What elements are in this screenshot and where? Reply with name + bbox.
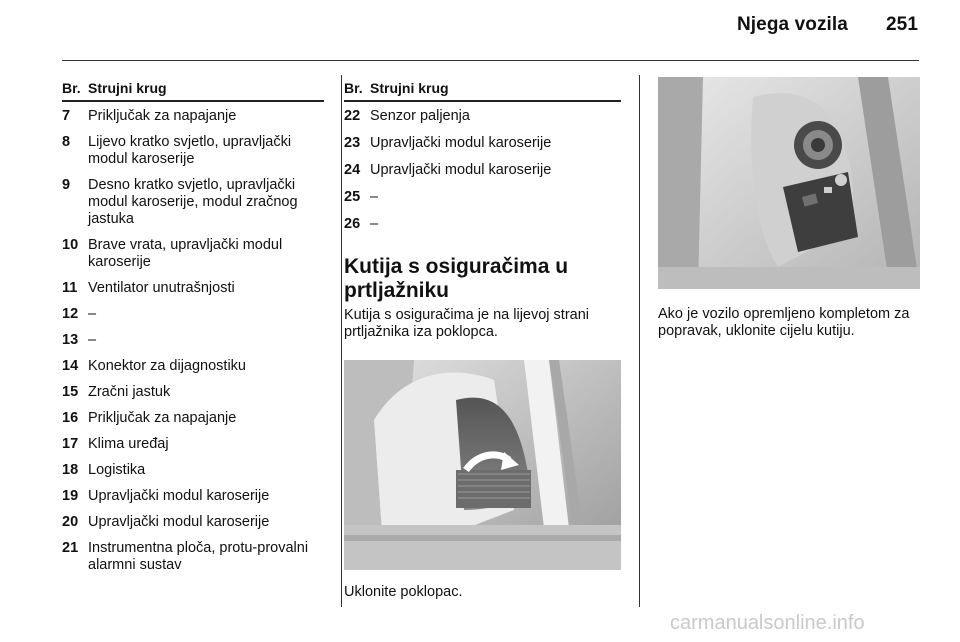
table-row (344, 108, 621, 125)
fuse-number: 21 (62, 540, 79, 556)
circuit-description: Upravljački modul karoserije (370, 162, 552, 178)
circuit-description: Logistika (88, 462, 146, 478)
watermark-text: carmanualsonline.info (670, 612, 865, 634)
circuit-description: Upravljački modul karoserije (370, 135, 552, 151)
circuit-description: Ventilator unutrašnjosti (88, 280, 235, 296)
table-row (62, 436, 324, 453)
fuse-number: 16 (62, 410, 79, 426)
fuse-table-left (62, 80, 324, 574)
fuse-table-right (344, 80, 621, 341)
circuit-description: Zračni jastuk (88, 384, 171, 400)
fuse-number: 15 (62, 384, 79, 400)
table-row (62, 514, 324, 531)
circuit-description: – (88, 332, 97, 348)
table-row (62, 108, 324, 125)
page-number: 251 (885, 14, 918, 35)
table-body (344, 108, 621, 233)
table-row (62, 488, 324, 505)
table-row (62, 332, 324, 349)
table-row (62, 280, 324, 297)
circuit-description: Konektor za dijagnostiku (88, 358, 246, 374)
fuse-number: 11 (62, 280, 78, 296)
fuse-number: 9 (62, 177, 71, 193)
page-header (737, 14, 918, 36)
fuse-number: 20 (62, 514, 79, 530)
trunk-panel-drawing (344, 360, 621, 570)
fuse-number: 25 (344, 189, 361, 205)
table-header (62, 80, 324, 102)
fuse-number: 17 (62, 436, 79, 452)
table-row (344, 216, 621, 233)
fuse-number: 8 (62, 134, 71, 150)
page-title: Njega vozila (736, 14, 848, 35)
table-row (62, 237, 324, 271)
table-body (62, 108, 324, 574)
table-row (344, 189, 621, 206)
table-row (344, 162, 621, 179)
fuse-number: 12 (62, 306, 79, 322)
fuse-number: 24 (344, 162, 361, 178)
fuse-number: 19 (62, 488, 79, 504)
trunk-panel-illustration (344, 360, 621, 570)
column-divider (341, 75, 342, 607)
illustration-caption: Uklonite poklopac. (344, 584, 463, 600)
table-row (62, 358, 324, 375)
table-row (62, 177, 324, 228)
column-divider (639, 75, 640, 607)
circuit-description: Senzor paljenja (370, 108, 470, 124)
circuit-description: – (88, 306, 97, 322)
fuse-number: 10 (62, 237, 79, 253)
table-row (62, 306, 324, 323)
fuse-box-illustration (658, 77, 920, 289)
circuit-description: Brave vrata, upravljački modul karoserije (88, 237, 283, 270)
fuse-number: 22 (344, 108, 361, 124)
fuse-number: 23 (344, 135, 361, 151)
section-note: Ako je vozilo opremljeno kompletom za popravak, uklonite cijelu kutiju. (658, 306, 910, 339)
section-heading: Kutija s osiguračima u prtljažniku (344, 255, 569, 302)
fuse-box-drawing (658, 77, 920, 289)
circuit-description: Klima uređaj (88, 436, 169, 452)
column-header-no: Br. (344, 80, 363, 96)
table-row (62, 384, 324, 401)
circuit-description: – (370, 189, 379, 205)
table-row (62, 134, 324, 168)
circuit-description: Desno kratko svjetlo, upravljački modul karoserije, modul zračnog jastuka (88, 177, 298, 227)
fuse-number: 18 (62, 462, 79, 478)
circuit-description: Instrumentna ploča, protu-provalni alarmni sustav (88, 540, 309, 573)
table-row (344, 135, 621, 152)
circuit-description: Priključak za napajanje (88, 108, 237, 124)
fuse-number: 7 (62, 108, 71, 124)
column-header-circuit: Strujni krug (88, 80, 167, 96)
section-paragraph: Kutija s osiguračima je na lijevoj strani prtljažnika iza poklopca. (344, 307, 589, 340)
circuit-description: Upravljački modul karoserije (88, 488, 270, 504)
circuit-description: Priključak za napajanje (88, 410, 237, 426)
fuse-number: 26 (344, 216, 361, 232)
circuit-description: Upravljački modul karoserije (88, 514, 270, 530)
column-header-circuit: Strujni krug (370, 80, 449, 96)
table-row (62, 462, 324, 479)
fuse-number: 13 (62, 332, 79, 348)
circuit-description: – (370, 216, 379, 232)
header-rule (62, 60, 919, 61)
fuse-number: 14 (62, 358, 79, 374)
table-row (62, 540, 324, 574)
table-row (62, 410, 324, 427)
circuit-description: Lijevo kratko svjetlo, upravljački modul karoserije (88, 134, 292, 167)
column-header-no: Br. (62, 80, 81, 96)
table-header (344, 80, 621, 102)
